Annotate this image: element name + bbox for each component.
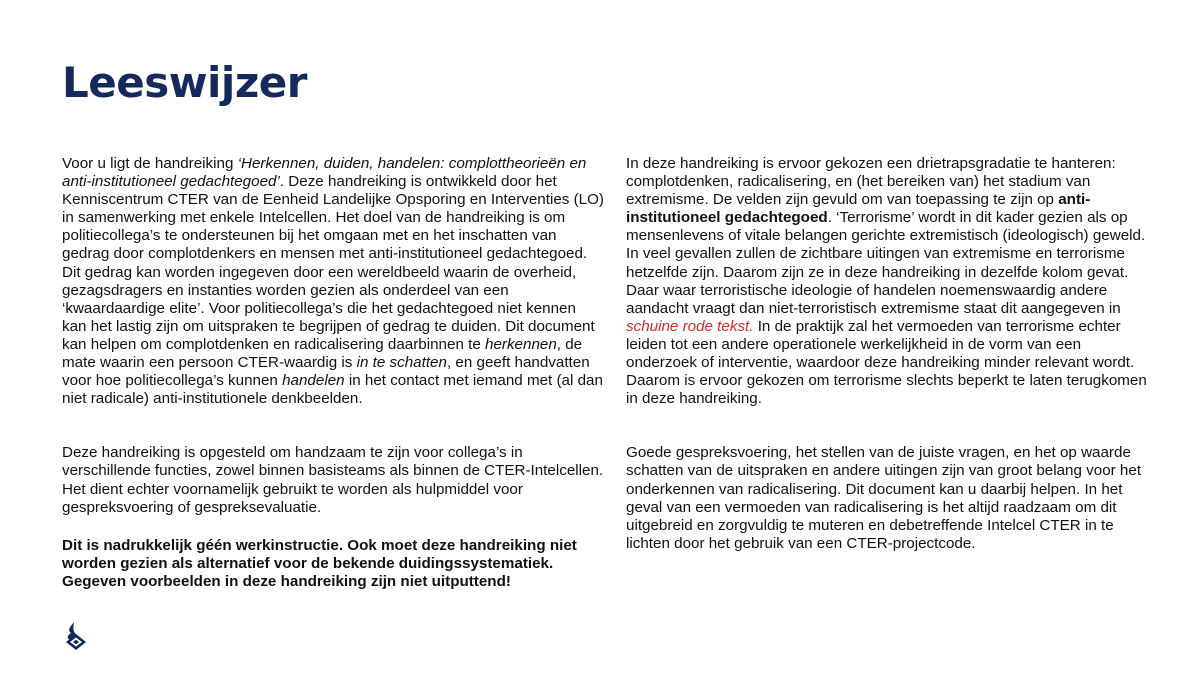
text-run: . Deze handreiking is ontwikkeld door het Kenniscentrum CTER van de Eenheid Landelijke Opsporing en Interventies (LO) in samenwerking met enkele Intelcellen. Het doel van de handreiking is om politiecollega’s te ondersteunen bij het omgaan met en het inschatten van gedrag door complotdenkers en mensen met anti-institutioneel gedachtegoed. Dit gedrag kan worden ingegeven door een wereldbeeld waarin de overheid, gezagsdragers en instanties worden gezien als onderdeel van een ‘kwaardaardige elite’. Voor politiecollega’s die het gedachtegoed niet kennen kan het lastig zijn om uitspraken te begrijpen of gedrag te duiden. Dit document kan helpen om complotdenken en radicalisering daarbinnen te	[62, 173, 604, 353]
police-flame-logo-icon	[62, 620, 90, 652]
intro-paragraph	[62, 155, 604, 408]
purpose-paragraph: Deze handreiking is opgesteld om handzaam te zijn voor collega’s in verschillende functies, zowel binnen basisteams als binnen de CTER-Intelcellen. Het dient echter voornamelijk gebruikt te worden als hulpmiddel voor gespreksvoering of gespreksevaluatie.	[62, 444, 604, 516]
page-title: Leeswijzer	[62, 58, 307, 107]
text-run: Voor u ligt de handreiking	[62, 155, 238, 172]
disclaimer-paragraph: Dit is nadrukkelijk géén werkinstructie. Ook moet deze handreiking niet worden gezien als alternatief voor de bekende duidingssystematiek. Gegeven voorbeelden in deze handreiking zijn niet uitputtend!	[62, 536, 577, 590]
text-run: In deze handreiking is ervoor gekozen een drietrapsgradatie te hanteren: complotdenken, radicalisering, en (het bereiken van) het stadium van extremisme. De velden zijn gevuld om van toepassing te zijn op	[626, 155, 1116, 209]
text-run: , en geeft handvatten voor hoe politiecollega’s kunnen	[62, 354, 590, 390]
text-run: . ‘Terrorisme’ wordt in dit kader gezien als op mensenlevens of vitale belangen gerichte extremistisch (ideologisch) geweld. In veel gevallen zullen de zichtbare uitingen van extremisme en terrorisme hetzelfde zijn. Daarom zijn ze in deze handreiking in dezelfde kolom gevat. Daar waar terroristische ideologie of handelen noemenswaardig andere aandacht vraagt dan niet-terroristisch extremisme staat dit aangegeven in	[626, 209, 1146, 317]
bold-text: anti-institutioneel gedachtegoed	[626, 191, 1091, 227]
italic-text: handelen	[282, 372, 345, 390]
gradation-paragraph	[626, 155, 1156, 408]
text-run: In de praktijk zal het vermoeden van terrorisme echter leiden tot een andere operationele werkelijkheid in de vorm van een onderzoek of interventie, waardoor deze handreiking minder relevant wordt. Daarom is ervoor gekozen om terrorisme slechts beperkt te laten terugkomen in deze handreiking.	[626, 317, 1147, 408]
italic-text: in te schatten	[356, 354, 447, 372]
italic-text: ‘Herkennen, duiden, handelen: complottheorieën en anti-institutioneel gedachtegoed’	[62, 155, 587, 191]
text-run: in het contact met iemand met (al dan niet radicale) anti-institutionele denkbeelden.	[62, 372, 603, 408]
red-italic-text: schuine rode tekst.	[626, 317, 754, 335]
left-column	[62, 155, 604, 591]
italic-text: herkennen	[485, 335, 557, 353]
text-run: , de mate waarin een persoon CTER-waardig is	[62, 335, 583, 372]
conversation-paragraph: Goede gespreksvoering, het stellen van de juiste vragen, en het op waarde schatten van de uitspraken en andere uitingen zijn van groot belang voor het onderkennen van radicalisering. Dit document kan u daarbij helpen. In het geval van een vermoeden van radicalisering is het altijd raadzaam om dit uitgebreid en zorgvuldig te muteren en debetreffende Intelcel CTER in te lichten door het gebruik van een CTER-projectcode.	[626, 444, 1142, 552]
right-column	[626, 155, 1156, 553]
